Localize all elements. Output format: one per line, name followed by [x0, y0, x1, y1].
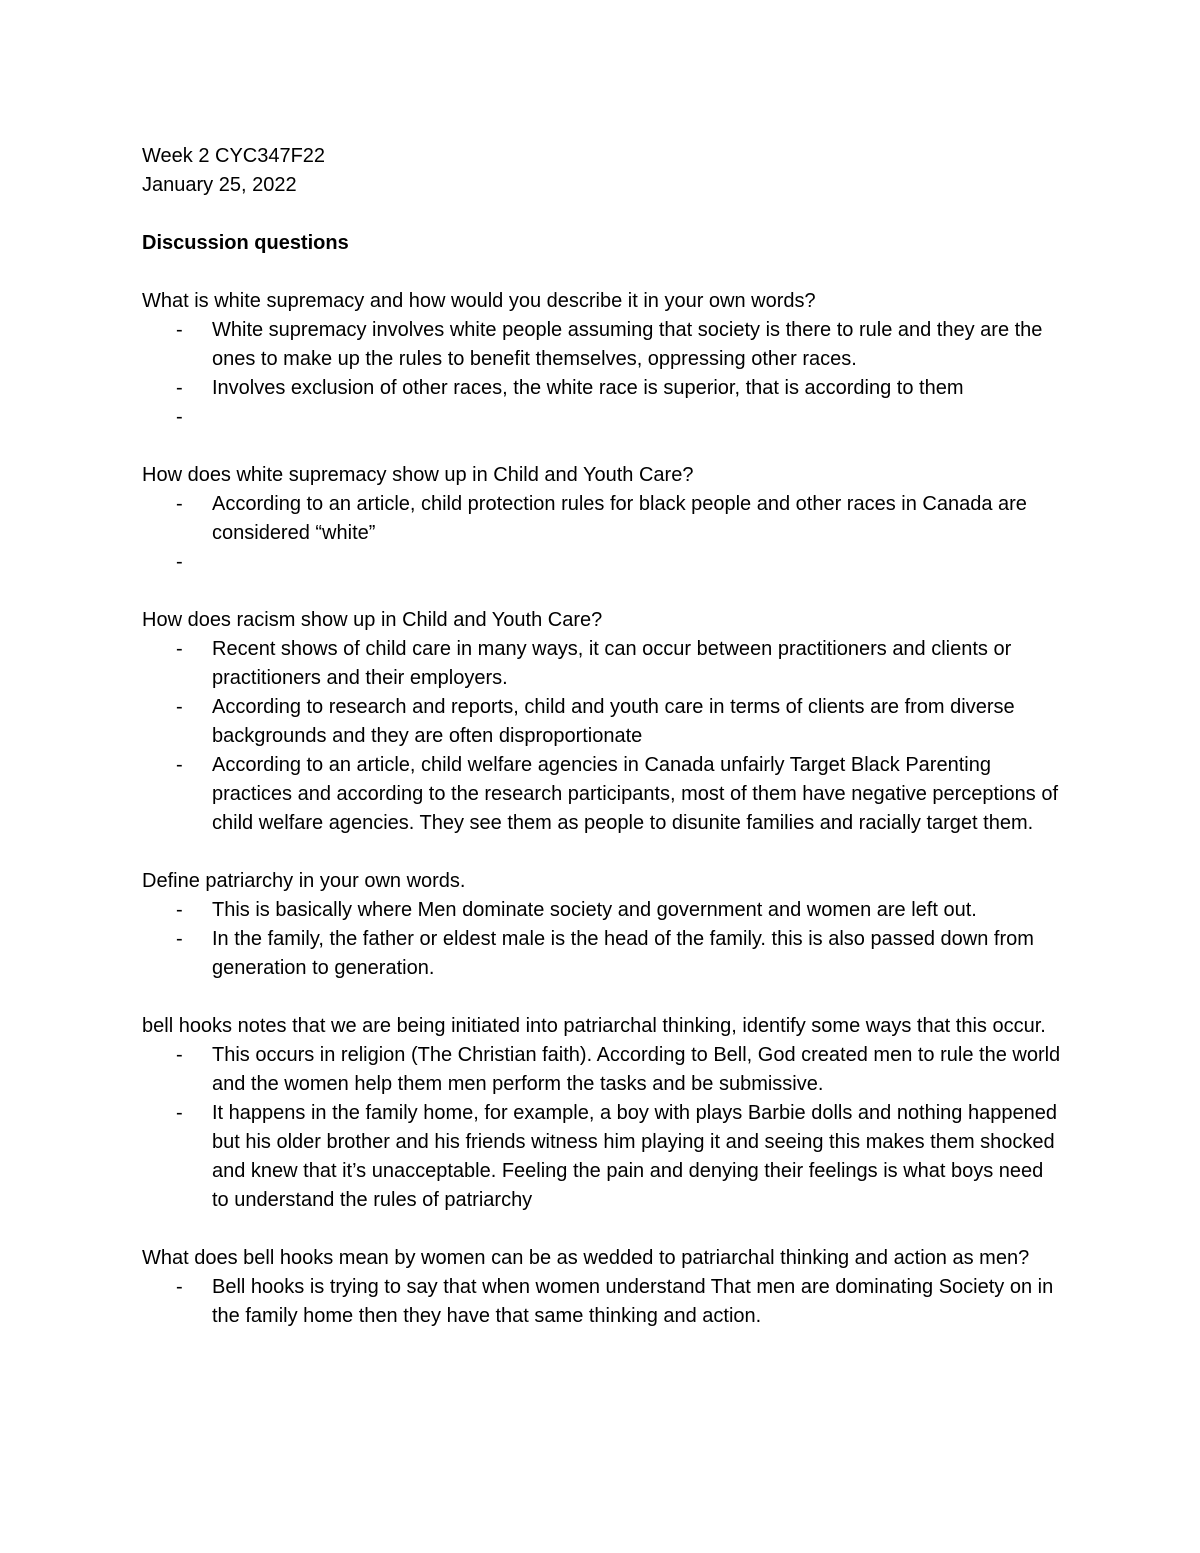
answer-list — [142, 896, 1062, 983]
answer-text: This occurs in religion (The Christian faith). According to Bell, God created men to rule the world and the women help them men perform the tasks and be submissive. — [212, 1044, 1061, 1095]
answer-item — [142, 403, 1062, 432]
bullet-dash: - — [176, 899, 183, 921]
answer-list — [142, 1041, 1062, 1215]
answer-list — [142, 316, 1062, 432]
bullet-dash: - — [176, 1102, 183, 1124]
bullet-dash: - — [176, 493, 183, 515]
question-text: Define patriarchy in your own words. — [142, 870, 466, 892]
question-text: bell hooks notes that we are being initiated into patriarchal thinking, identify some ways that this occur. — [142, 1015, 1046, 1037]
discussion-sections — [142, 287, 1062, 1331]
bullet-dash: - — [176, 1276, 183, 1298]
answer-text: Recent shows of child care in many ways, it can occur between practitioners and clients or practitioners and their employers. — [212, 638, 1012, 689]
answer-text: It happens in the family home, for example, a boy with plays Barbie dolls and nothing happened but his older brother and his friends witness him playing it and seeing this makes them shocked and knew that it’s unacceptable. Feeling the pain and denying their feelings is what boys need to understand the rules of patriarchy — [212, 1102, 1057, 1211]
question-text: How does racism show up in Child and Youth Care? — [142, 609, 603, 631]
bullet-dash: - — [176, 406, 183, 428]
discussion-section — [142, 1244, 1062, 1331]
answer-text: According to an article, child welfare agencies in Canada unfairly Target Black Parenting practices and according to the research participants, most of them have negative perceptions of child welfare agencies. They see them as people to disunite families and racially target them. — [212, 754, 1059, 834]
question-text: What is white supremacy and how would you describe it in your own words? — [142, 290, 816, 312]
answer-item — [142, 374, 1062, 403]
answer-text: According to an article, child protection rules for black people and other races in Canada are considered “white” — [212, 493, 1027, 544]
answer-item — [142, 490, 1062, 548]
document-content — [142, 142, 1062, 1331]
bullet-dash: - — [176, 1044, 183, 1066]
document-heading: Discussion questions — [142, 232, 349, 254]
answer-item — [142, 925, 1062, 983]
answer-text: This is basically where Men dominate society and government and women are left out. — [212, 899, 977, 921]
answer-text: Involves exclusion of other races, the white race is superior, that is according to them — [212, 377, 964, 399]
question-text: How does white supremacy show up in Child and Youth Care? — [142, 464, 694, 486]
course-line: Week 2 CYC347F22 — [142, 145, 326, 167]
answer-list — [142, 635, 1062, 838]
answer-item — [142, 693, 1062, 751]
answer-item — [142, 751, 1062, 838]
discussion-section — [142, 606, 1062, 838]
bullet-dash: - — [176, 754, 183, 776]
answer-text: Bell hooks is trying to say that when women understand That men are dominating Society on in the family home then they have that same thinking and action. — [212, 1276, 1054, 1327]
discussion-section — [142, 867, 1062, 983]
bullet-dash: - — [176, 638, 183, 660]
answer-item — [142, 316, 1062, 374]
answer-text: In the family, the father or eldest male is the head of the family. this is also passed down from generation to generation. — [212, 928, 1034, 979]
answer-item — [142, 548, 1062, 577]
answer-list — [142, 490, 1062, 577]
answer-item — [142, 635, 1062, 693]
bullet-dash: - — [176, 551, 183, 573]
answer-item — [142, 1273, 1062, 1331]
answer-list — [142, 1273, 1062, 1331]
bullet-dash: - — [176, 928, 183, 950]
question-text: What does bell hooks mean by women can be as wedded to patriarchal thinking and action as men? — [142, 1247, 1030, 1269]
discussion-section — [142, 461, 1062, 577]
bullet-dash: - — [176, 319, 183, 341]
answer-item — [142, 1099, 1062, 1215]
discussion-section — [142, 287, 1062, 432]
answer-item — [142, 1041, 1062, 1099]
bullet-dash: - — [176, 696, 183, 718]
bullet-dash: - — [176, 377, 183, 399]
answer-item — [142, 896, 1062, 925]
answer-text: According to research and reports, child and youth care in terms of clients are from diverse backgrounds and they are often disproportionate — [212, 696, 1015, 747]
date-line: January 25, 2022 — [142, 174, 297, 196]
answer-text: White supremacy involves white people assuming that society is there to rule and they are the ones to make up the rules to benefit themselves, oppressing other races. — [212, 319, 1043, 370]
discussion-section — [142, 1012, 1062, 1215]
